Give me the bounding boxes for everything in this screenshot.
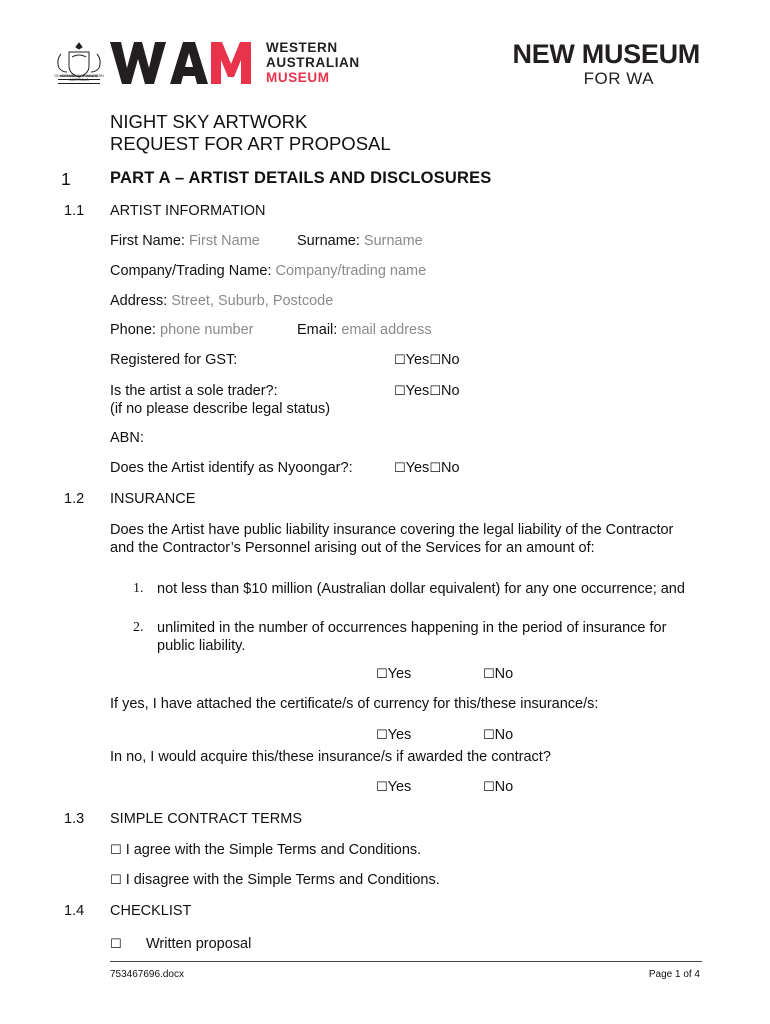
sole-no-label: No [440, 383, 460, 399]
company-row [110, 262, 426, 280]
nyoongar-yes-checkbox[interactable]: ☐ [394, 461, 406, 476]
acquire-question: In no, I would acquire this/these insurance/s if awarded the contract? [110, 749, 551, 765]
first-name-label: First Name: [110, 233, 185, 249]
nyoongar-no-checkbox[interactable]: ☐ [429, 461, 441, 476]
wam-logo-mark [110, 40, 270, 86]
written-proposal-label: Written proposal [146, 936, 252, 952]
section-number-1-4: 1.4 [64, 903, 85, 919]
doc-title-line1: NIGHT SKY ARTWORK [110, 111, 308, 132]
certificate-no-option [483, 726, 513, 745]
surname-field[interactable]: Surname [363, 233, 423, 249]
doc-title-line2: REQUEST FOR ART PROPOSAL [110, 133, 391, 154]
nyoongar-label: Does the Artist identify as Nyoongar?: [110, 460, 353, 476]
acquire-yes-checkbox[interactable]: ☐ [376, 780, 388, 795]
new-museum-subtitle: FOR WA [583, 69, 654, 88]
nyoongar-yes-label: Yes [405, 460, 430, 476]
new-museum-logo [488, 39, 700, 89]
crest-caption: GOVERNMENT OF WESTERN AUSTRALIA [54, 74, 104, 82]
first-name-row [110, 232, 260, 250]
disagree-option [110, 871, 440, 890]
section-number-1-2: 1.2 [64, 491, 85, 507]
acquire-no-option [483, 778, 513, 797]
phone-row [110, 321, 254, 339]
acquire-no-checkbox[interactable]: ☐ [483, 780, 495, 795]
section-number-1-1: 1.1 [64, 203, 85, 219]
first-name-field[interactable]: First Name [188, 233, 260, 249]
agree-option [110, 841, 421, 860]
insurance-item-2-number: 2. [133, 620, 144, 635]
footer-filename: 753467696.docx [110, 969, 184, 980]
sole-yes-label: Yes [405, 383, 430, 399]
acquire-no-label: No [494, 779, 514, 795]
section-title-checklist: CHECKLIST [110, 903, 192, 919]
agree-label: I agree with the Simple Terms and Conditions. [125, 842, 422, 858]
email-field[interactable]: email address [341, 322, 432, 338]
company-label: Company/Trading Name: [110, 263, 272, 279]
insurance-no-label: No [494, 666, 514, 682]
checklist-item-written-proposal [110, 935, 122, 954]
phone-field[interactable]: phone number [160, 322, 254, 338]
company-field[interactable]: Company/trading name [275, 263, 427, 279]
acquire-yes-label: Yes [387, 779, 412, 795]
wam-line-western: WESTERN [266, 40, 338, 55]
insurance-yes-option [376, 665, 411, 684]
section-number-1-3: 1.3 [64, 811, 85, 827]
wam-line-australian: AUSTRALIAN [266, 55, 360, 70]
disagree-label: I disagree with the Simple Terms and Conditions. [125, 872, 440, 888]
insurance-intro: Does the Artist have public liability insurance covering the legal liability of the Contractor and the Contractor’s Personnel arising out of the Services for an amount of: [110, 522, 674, 556]
insurance-yes-label: Yes [387, 666, 412, 682]
disagree-checkbox[interactable]: ☐ [110, 873, 122, 888]
insurance-no-checkbox[interactable]: ☐ [483, 667, 495, 682]
insurance-item-2-text: unlimited in the number of occurrences happening in the period of insurance for public liability. [157, 620, 667, 654]
gst-no-checkbox[interactable]: ☐ [429, 353, 441, 368]
insurance-yes-checkbox[interactable]: ☐ [376, 667, 388, 682]
part-title: PART A – ARTIST DETAILS AND DISCLOSURES [110, 169, 492, 187]
gst-no-label: No [440, 352, 460, 368]
written-proposal-checkbox[interactable]: ☐ [110, 937, 122, 952]
phone-label: Phone: [110, 322, 156, 338]
part-number: 1 [61, 169, 71, 189]
gst-yes-label: Yes [405, 352, 430, 368]
email-row [297, 321, 432, 339]
certificate-no-label: No [494, 727, 514, 743]
wam-wordmark [266, 40, 376, 85]
abn-label: ABN: [110, 430, 144, 446]
certificate-yes-option [376, 726, 411, 745]
gst-options [394, 351, 460, 370]
sole-trader-options [394, 382, 460, 401]
section-title-artist-information: ARTIST INFORMATION [110, 203, 266, 219]
footer-divider [110, 961, 702, 962]
crest-icon [52, 40, 106, 90]
certificate-question: If yes, I have attached the certificate/s of currency for this/these insurance/s: [110, 696, 599, 712]
insurance-no-option [483, 665, 513, 684]
surname-label: Surname: [297, 233, 360, 249]
certificate-yes-label: Yes [387, 727, 412, 743]
nyoongar-options [394, 459, 460, 478]
sole-yes-checkbox[interactable]: ☐ [394, 384, 406, 399]
section-title-insurance: INSURANCE [110, 491, 196, 507]
insurance-item-1-text: not less than $10 million (Australian dollar equivalent) for any one occurrence; and [157, 581, 685, 597]
acquire-yes-option [376, 778, 411, 797]
address-row [110, 292, 333, 310]
sole-no-checkbox[interactable]: ☐ [429, 384, 441, 399]
wam-line-museum: MUSEUM [266, 70, 330, 85]
sole-trader-sublabel: (if no please describe legal status) [110, 401, 331, 417]
wam-logo [110, 40, 270, 86]
email-label: Email: [297, 322, 338, 338]
footer-page-number: Page 1 of 4 [648, 969, 700, 980]
gst-yes-checkbox[interactable]: ☐ [394, 353, 406, 368]
agree-checkbox[interactable]: ☐ [110, 843, 122, 858]
section-title-contract-terms: SIMPLE CONTRACT TERMS [110, 811, 303, 827]
address-field[interactable]: Street, Suburb, Postcode [171, 293, 334, 309]
sole-trader-label: Is the artist a sole trader?: [110, 383, 278, 399]
new-museum-title: NEW MUSEUM [512, 39, 700, 69]
certificate-yes-checkbox[interactable]: ☐ [376, 728, 388, 743]
address-label: Address: [110, 293, 168, 309]
wa-government-crest [52, 40, 106, 90]
insurance-item-1-number: 1. [133, 581, 144, 596]
gst-label: Registered for GST: [110, 352, 238, 368]
surname-row [297, 232, 423, 250]
nyoongar-no-label: No [440, 460, 460, 476]
certificate-no-checkbox[interactable]: ☐ [483, 728, 495, 743]
